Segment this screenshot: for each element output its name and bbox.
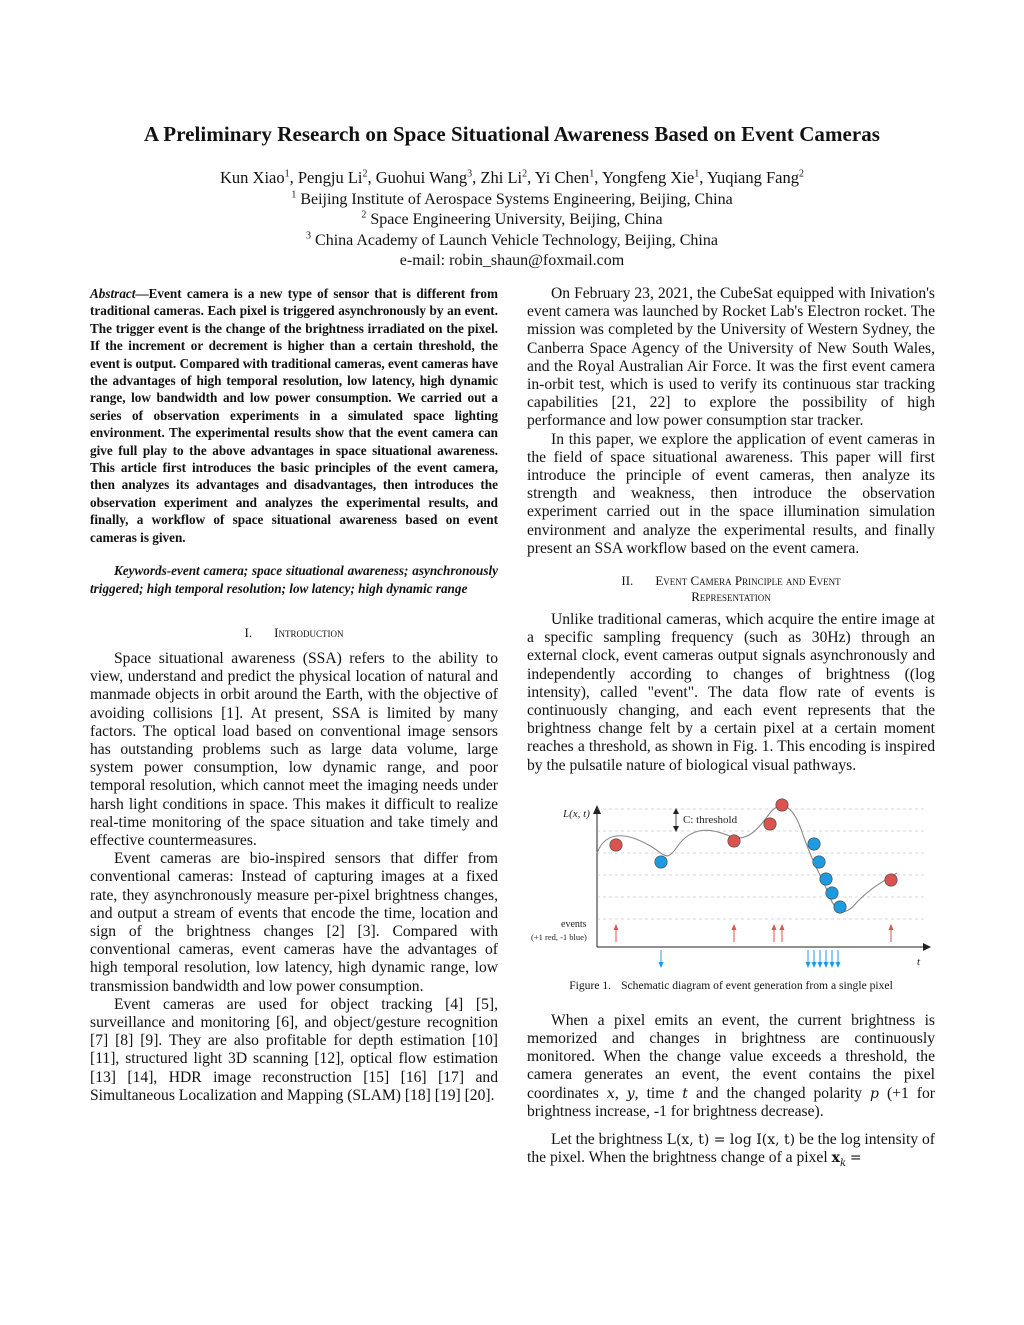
positive-event-point [728, 835, 740, 847]
author-list: Kun Xiao$^1$, Pengju Li$^2$, Guohui Wang$^3$, Zhi Li$^2$, Yi Chen$^1$, Yongfeng Xie$^1$, Yuqiang Fang$^2$ [220, 168, 804, 187]
paragraph: Unlike traditional cameras, which acquire the entire image at a specific sampling frequency (such as 30Hz) through an external clock, event cameras output signals asynchronously and independently according to changes of brightness ((log intensity), called "event". The data flow rate of events is continuously changing, and each event represents that the brightness change felt by a certain pixel at a certain moment reaches a threshold, as shown in Fig. 1. This encoding is inspired by the pulsatile nature of biological visual pathways. [527, 611, 935, 774]
author: Guohui Wang [375, 168, 468, 187]
paragraph: In this paper, we explore the application of event cameras in the field of space situational awareness. This paper will first introduce the principle of event cameras, then analyze its strength and weakness, then introduce the observation experiment carried out in the space illumination simulation environment and analyze the experimental results, and finally present an SSA workflow based on the event camera. [527, 430, 935, 557]
negative-event-point [826, 887, 838, 899]
events-label: events [561, 918, 587, 930]
author: Kun Xiao [220, 168, 285, 187]
negative-event-point [820, 873, 832, 885]
threshold-marker [673, 808, 679, 832]
t-axis-label: t [917, 955, 921, 968]
positive-event-arrow [889, 924, 894, 942]
negative-event-point [808, 838, 820, 850]
positive-event-arrow [614, 924, 619, 942]
author: Yi Chen [534, 168, 590, 187]
author: Yongfeng Xie [601, 168, 695, 187]
threshold-label: C: threshold [683, 813, 738, 826]
positive-event-point [776, 799, 788, 811]
section-heading-event-camera: II. Event Camera Principle and Event Representation [621, 573, 841, 605]
paragraph: Event cameras are used for object tracking [4] [5], surveillance and monitoring [6], and object/gesture recognition [7] [8] [9]. They are also profitable for depth estimation [10] [11], structured light 3D scanning [12], optical flow estimation [13] [14], HDR image reconstruction [15] [16] [17] and Simultaneous Localization and Mapping (SLAM) [18] [19] [20]. [90, 995, 498, 1104]
author: Pengju Li [297, 168, 363, 187]
negative-event-arrow [818, 950, 823, 968]
negative-event-arrow [812, 950, 817, 968]
paragraph: When a pixel emits an event, the current brightness is memorized and changes in brightness are continuously monitored. When the change value exceeds a threshold, the camera generates an event, the event contains the pixel coordinates x, y, time t and the changed polarity p (+1 for brightness increase, -1 for brightness decrease). [527, 1011, 935, 1120]
author: Yuqiang Fang [706, 168, 799, 187]
negative-event-point [813, 856, 825, 868]
abstract: Abstract—Event camera is a new type of sensor that is different from traditional cameras. Each pixel is triggered asynchronously by an event. The trigger event is the change of the brightness irradiated on the pixel. If the increment or decrement is higher than a certain threshold, the event is output. Compared with traditional cameras, event cameras have the advantages of high temporal resolution, low latency, high dynamic range, low bandwidth and low power consumption. We carried out a series of observation experiments in a simulated space lighting environment. The experimental results show that the event camera can give full play to the above advantages in space situational awareness. This article first introduces the basic principles of the event camera, then analyzes its advantages and disadvantages, then introduces the observation experiment and analyzes the experimental results, and finally, a workflow of space situational awareness based on event cameras is given. [90, 286, 498, 545]
paragraph: Let the brightness L(x, t) = log I(x, t) be the log intensity of the pixel. When the brightness change of a pixel $x_k$ = [527, 1131, 936, 1170]
affiliation: $^1$ Beijing Institute of Aerospace Systems Engineering, Beijing, China [291, 189, 733, 208]
positive-event-point [885, 874, 897, 886]
author: Zhi Li [480, 168, 523, 187]
paper-title: A Preliminary Research on Space Situational Awareness Based on Event Cameras [143, 122, 881, 146]
threshold-gridlines [597, 809, 925, 919]
brightness-curve [597, 806, 897, 912]
positive-event-arrow [780, 924, 785, 942]
event-arrows [614, 924, 894, 968]
negative-event-arrow [824, 950, 829, 968]
email: e-mail: robin_shaun@foxmail.com [399, 252, 625, 269]
negative-event-arrow [836, 950, 841, 968]
x-axis-arrow [923, 943, 931, 951]
negative-event-arrow [806, 950, 811, 968]
negative-event-arrow [659, 950, 664, 968]
figure-1-caption: Figure 1. Schematic diagram of event generation from a single pixel [569, 978, 893, 992]
left-column [90, 285, 498, 1105]
section-heading-introduction: I. Introduction [244, 624, 344, 640]
y-axis-arrow [593, 805, 601, 814]
events-legend: (+1 red, -1 blue) [531, 931, 587, 942]
negative-event-point [655, 856, 667, 868]
paragraph: Event cameras are bio-inspired sensors that differ from conventional cameras: Instead of capturing images at a fixed rate, they asynchronously measure per-pixel brightness changes, and output a stream of events that encode the time, location and sign of the brightness changes [2] [3]. Compared with conventional cameras, event cameras have the advantages of high temporal resolution, low latency, high dynamic range, low transmission bandwidth and low power consumption. [90, 850, 498, 995]
right-column [527, 285, 935, 1174]
positive-event-point [764, 818, 776, 830]
affiliation: $^3$ China Academy of Launch Vehicle Technology, Beijing, China [306, 230, 718, 249]
paragraph: On February 23, 2021, the CubeSat equipped with Inivation's event camera was launched by Rocket Lab's Electron rocket. The mission was completed by the University of Western Sydney, the Canberra Space Agency of the University of New South Wales, and the Royal Australian Air Force. It was the first event camera in-orbit test, which is used to verify its continuous star tracking capabilities [21, 22] to explore the possibility of high performance and low power consumption star tracker. [527, 285, 935, 430]
figure-1-diagram [527, 787, 935, 972]
negative-event-arrow [830, 950, 835, 968]
positive-event-arrow [732, 924, 737, 942]
positive-event-point [610, 839, 622, 851]
y-axis-label: L(x, t) [563, 807, 590, 820]
paragraph: Space situational awareness (SSA) refers to the ability to view, understand and predict the physical location of natural and manmade objects in orbit around the Earth, with the objective of avoiding collisions [1]. At present, SSA is limited by many factors. The optical load based on conventional image sensors has outstanding problems such as large data volume, large system power consumption, low dynamic range, and poor temporal resolution, which cannot meet the imaging needs under harsh light conditions in space. This makes it difficult to realize real-time monitoring of the space situation and take timely and effective countermeasures. [90, 649, 498, 849]
event-points [610, 799, 897, 913]
negative-event-point [834, 901, 846, 913]
affiliation: $^2$ Space Engineering University, Beijing, China [361, 209, 663, 228]
positive-event-arrow [772, 924, 777, 942]
keywords: Keywords-event camera; space situational awareness; asynchronously triggered; high temporal resolution; low latency; high dynamic range [90, 563, 498, 596]
author-block [0, 168, 1024, 272]
